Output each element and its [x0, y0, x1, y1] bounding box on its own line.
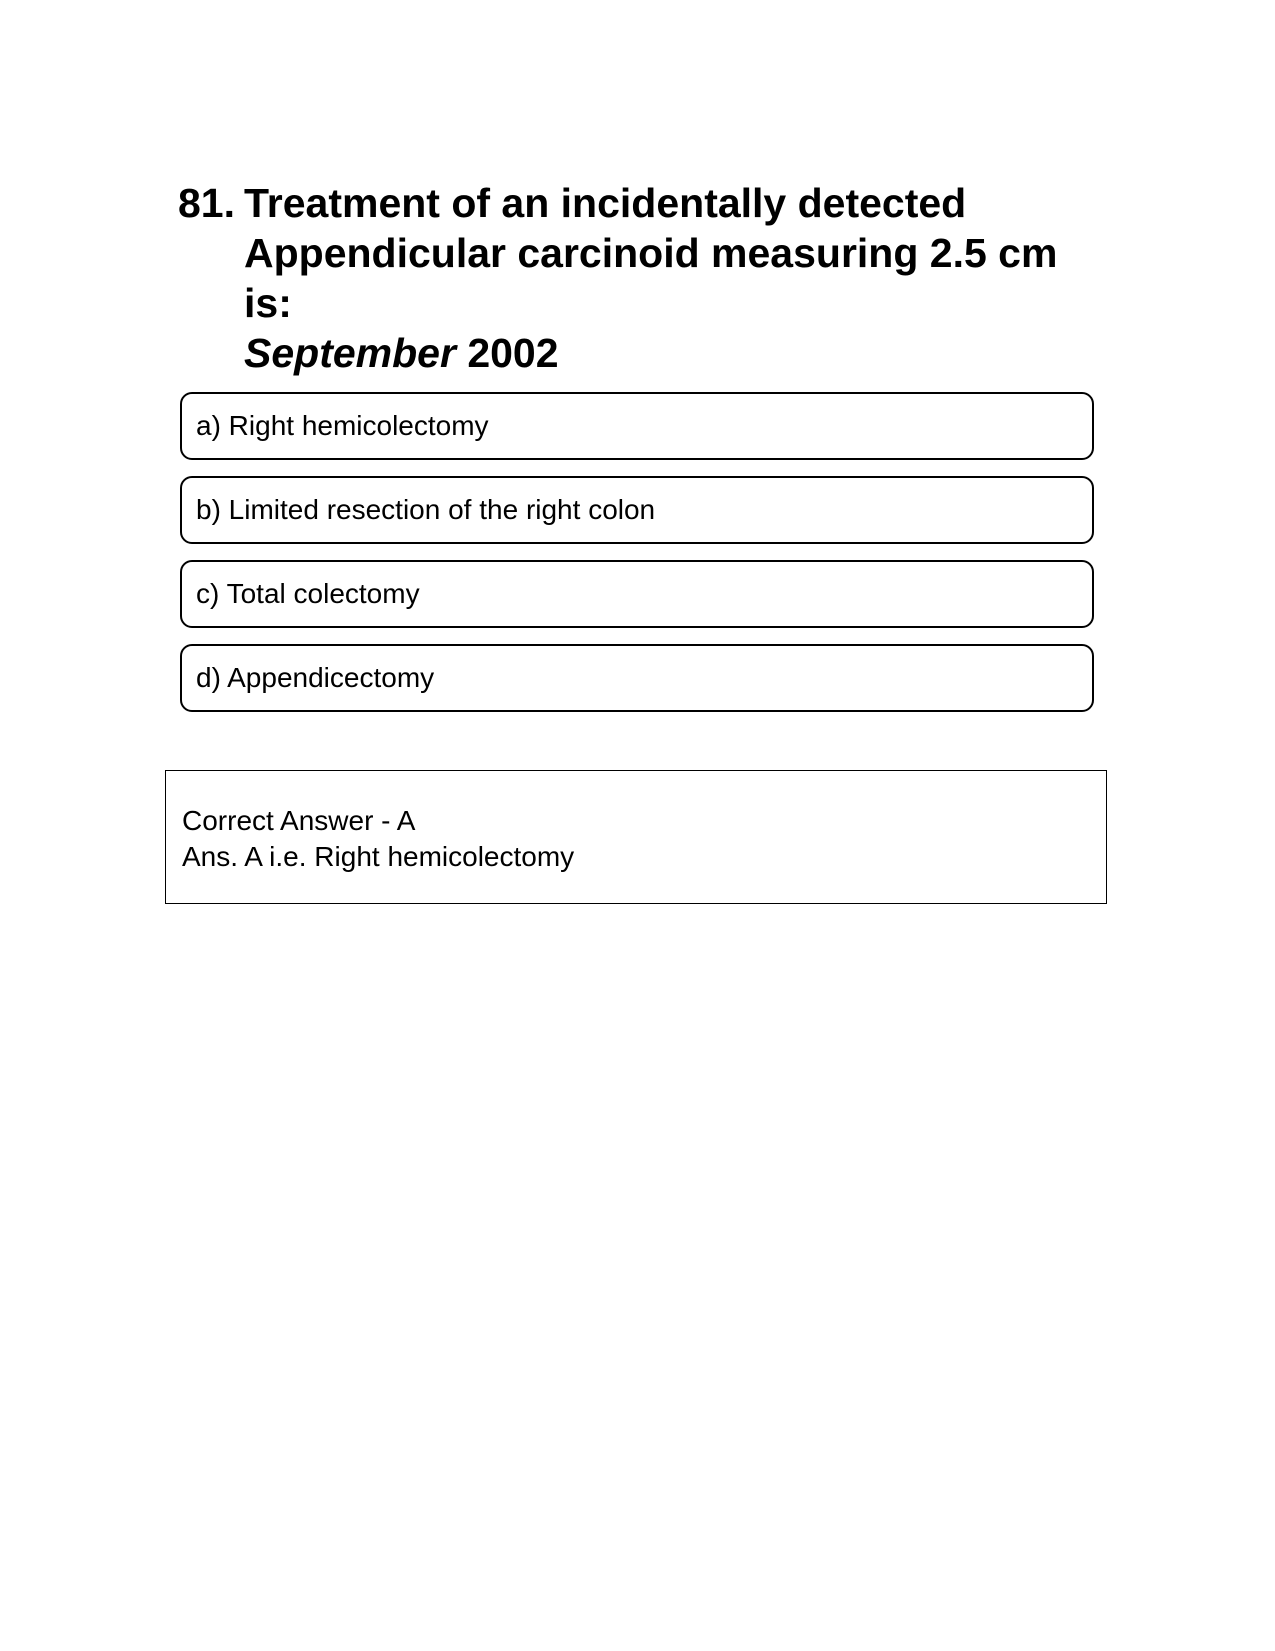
question-date [244, 328, 1098, 378]
question-date-year: 2002 [467, 330, 559, 376]
correct-answer-text: Correct Answer - A [182, 805, 416, 836]
question-date-month: September [244, 330, 456, 376]
option-b[interactable] [180, 476, 1094, 544]
option-c[interactable] [180, 560, 1094, 628]
option-a[interactable] [180, 392, 1094, 460]
question-block [178, 178, 1098, 378]
question-body [244, 178, 1098, 378]
option-d[interactable] [180, 644, 1094, 712]
option-d-label: d) Appendicectomy [196, 662, 435, 693]
question-text: Treatment of an incidentally detected Appendicular carcinoid measuring 2.5 cm is: [244, 180, 1058, 326]
options-list [180, 392, 1094, 728]
answer-box [165, 770, 1107, 904]
option-a-label: a) Right hemicolectomy [196, 410, 489, 441]
option-b-label: b) Limited resection of the right colon [196, 494, 656, 525]
answer-explanation-text: Ans. A i.e. Right hemicolectomy [182, 841, 575, 872]
option-c-label: c) Total colectomy [196, 578, 420, 609]
question-number: 81. [178, 180, 235, 226]
